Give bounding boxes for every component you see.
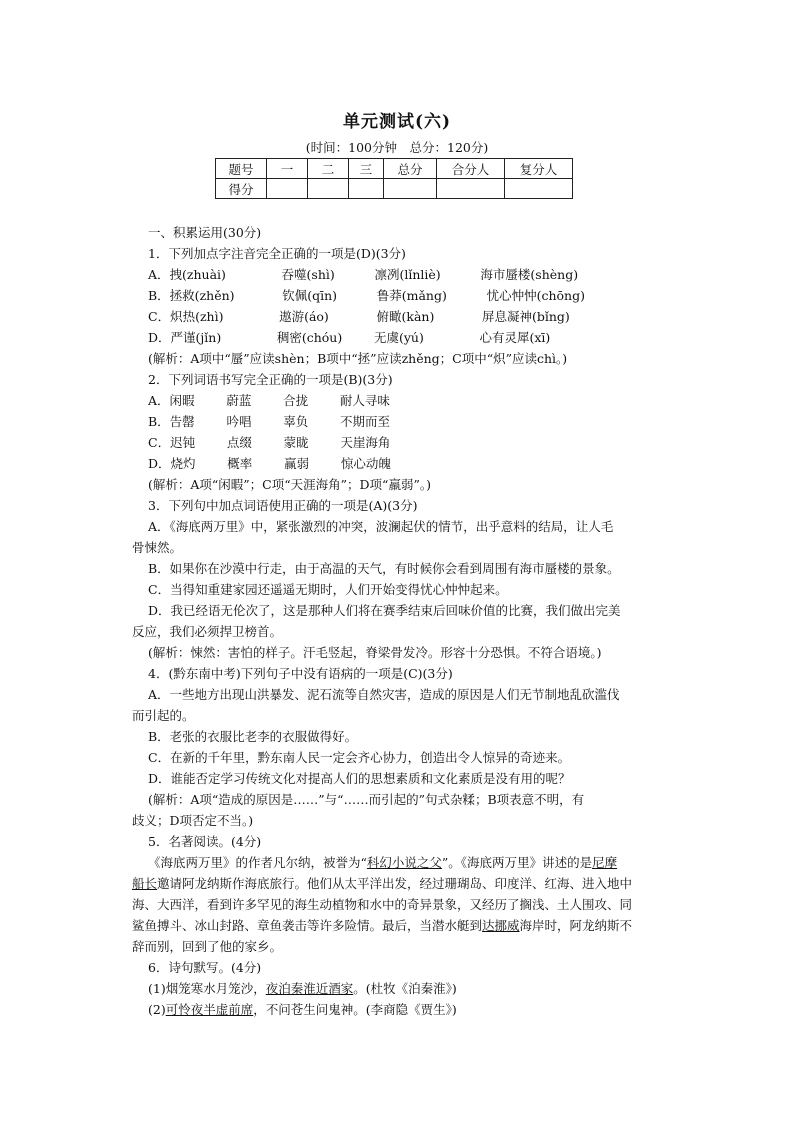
score-header-cell: 一: [267, 159, 308, 179]
score-cell: [437, 179, 505, 199]
question-4-analysis-cont: 歧义；D项否定不当。): [132, 813, 254, 828]
score-table: [215, 158, 573, 199]
question-2-stem: 2．下列词语书写完全正确的一项是(B)(3分): [148, 372, 393, 387]
question-3-option-d: D．我已经语无伦次了，这是那种人们将在赛季结束后回味价值的比赛，我们做出完美: [148, 603, 621, 618]
question-6-item-2: [148, 999, 676, 1020]
passage-text: 海岸时，阿龙纳斯不: [519, 918, 633, 933]
score-header-cell: 合分人: [437, 159, 505, 179]
question-5-passage-line: 辞而别，回到了他的家乡。: [132, 939, 283, 954]
question-4-analysis: (解析：A项“造成的原因是……”与“……而引起的”句式杂糅；B项表意不明，有: [148, 792, 585, 807]
poem-text: (1)烟笼寒水月笼沙，: [148, 981, 266, 996]
answer-blank: 夜泊秦淮近酒家: [265, 981, 354, 996]
question-3-option-b: B．如果你在沙漠中行走，由于高温的天气，有时候你会看到周围有海市蜃楼的景象。: [148, 561, 620, 576]
score-header-cell: 复分人: [505, 159, 573, 179]
exam-content: [132, 222, 676, 1020]
question-1-option-d: D．严谨(jǐn) 稠密(chóu) 无虞(yú) 心有灵犀(xī): [148, 330, 551, 345]
question-2-analysis: (解析：A项“闲暇”；C项“天涯海角”；D项“羸弱”。): [148, 477, 431, 492]
question-4-stem: 4．(黔东南中考)下列句子中没有语病的一项是(C)(3分): [148, 666, 453, 681]
question-4-option-a-cont: 而引起的。: [132, 708, 195, 723]
passage-text: 邀请阿龙纳斯作海底旅行。他们从太平洋出发，经过珊瑚岛、印度洋、红海、进入地中: [157, 876, 633, 891]
question-4-option-a: A．一些地方出现山洪暴发、泥石流等自然灾害，造成的原因是人们无节制地乱砍滥伐: [148, 687, 620, 702]
poem-text: ，不问苍生问鬼神。(李商隐《贾生》): [253, 1002, 457, 1017]
question-5-passage-line: [148, 852, 676, 873]
question-5-passage-line: 海、大西洋，看到许多罕见的海生动植物和水中的奇异景象，又经历了搁浅、土人围攻、同: [132, 897, 633, 912]
question-3-option-a: A．《海底两万里》中，紧张激烈的冲突，波澜起伏的情节，出乎意料的结局，让人毛: [148, 519, 614, 534]
question-5-stem: 5．名著阅读。(4分): [148, 834, 262, 849]
question-2-option-b: B．告罄 吟唱 辜负 不期而至: [148, 414, 391, 429]
exam-info: (时间：100分钟 总分：120分): [305, 140, 489, 155]
score-header-cell: 总分: [384, 159, 437, 179]
question-2-option-a: A．闲暇 蔚蓝 合拢 耐人寻味: [148, 393, 390, 408]
passage-text: 鲨鱼搏斗、冰山封路、章鱼袭击等许多险情。最后，当潜水艇到: [132, 918, 483, 933]
question-3-option-c: C．当得知重建家园还遥遥无期时，人们开始变得忧心忡忡起来。: [148, 582, 508, 597]
question-4-option-c: C．在新的千年里，黔东南人民一定会齐心协力，创造出令人惊异的奇迹来。: [148, 750, 571, 765]
question-4-option-b: B．老张的衣服比老李的衣服做得好。: [148, 729, 358, 744]
question-4-option-d: D．谁能否定学习传统文化对提高人们的思想素质和文化素质是没有用的呢？: [148, 771, 571, 786]
answer-blank: 尼摩: [592, 855, 618, 870]
score-header-cell: 二: [308, 159, 349, 179]
answer-blank: 达挪威: [482, 918, 520, 933]
score-row-label: 得分: [216, 179, 267, 199]
question-3-stem: 3．下列句中加点词语使用正确的一项是(A)(3分): [148, 498, 418, 513]
poem-text: 。(杜牧《泊秦淮》): [353, 981, 457, 996]
score-cell: [384, 179, 437, 199]
score-table-row: [216, 179, 573, 199]
question-1-option-b: B．拯救(zhěn) 钦佩(qīn) 鲁莽(mǎng) 忧心忡忡(chōng): [148, 288, 585, 303]
question-3-option-a-cont: 骨悚然。: [132, 540, 183, 555]
passage-text: 《海底两万里》的作者凡尔纳，被誉为“: [148, 855, 367, 870]
passage-text: ”。《海底两万里》讲述的是: [441, 855, 593, 870]
answer-blank: 船长: [132, 876, 158, 891]
score-table-header-row: [216, 159, 573, 179]
question-3-analysis: (解析：悚然：害怕的样子。汗毛竖起，脊梁骨发冷。形容十分恐惧。不符合语境。): [148, 645, 602, 660]
score-cell: [267, 179, 308, 199]
question-1-stem: 1．下列加点字注音完全正确的一项是(D)(3分): [148, 246, 406, 261]
question-5-passage-line: [132, 873, 676, 894]
section-heading: 一、积累运用(30分): [148, 225, 262, 240]
question-6-item-1: [148, 978, 676, 999]
poem-text: (2): [148, 1002, 166, 1017]
page-title: 单元测试(六): [342, 112, 452, 132]
question-3-option-d-cont: 反应，我们必须捍卫榜首。: [132, 624, 283, 639]
question-1-option-c: C．炽热(zhì) 遨游(áo) 俯瞰(kàn) 屏息凝神(bǐng): [148, 309, 570, 324]
question-2-option-d: D．烧灼 概率 赢弱 惊心动魄: [148, 456, 391, 471]
question-5-passage-line: [132, 915, 676, 936]
score-cell: [505, 179, 573, 199]
question-2-option-c: C．迟钝 点缀 蒙眬 天崖海角: [148, 435, 391, 450]
score-cell: [308, 179, 349, 199]
question-1-analysis: (解析：A项中“蜃”应读shèn；B项中“拯”应读zhěng；C项中“炽”应读chì。): [148, 351, 568, 366]
answer-blank: 科幻小说之父: [366, 855, 442, 870]
score-header-cell: 三: [349, 159, 384, 179]
answer-blank: 可怜夜半虚前席: [165, 1002, 254, 1017]
score-cell: [349, 179, 384, 199]
score-header-cell: 题号: [216, 159, 267, 179]
question-1-option-a: A．拽(zhuài) 吞噬(shì) 凛冽(lǐnliè) 海市蜃楼(shèng): [148, 267, 579, 282]
question-6-stem: 6．诗句默写。(4分): [148, 960, 262, 975]
